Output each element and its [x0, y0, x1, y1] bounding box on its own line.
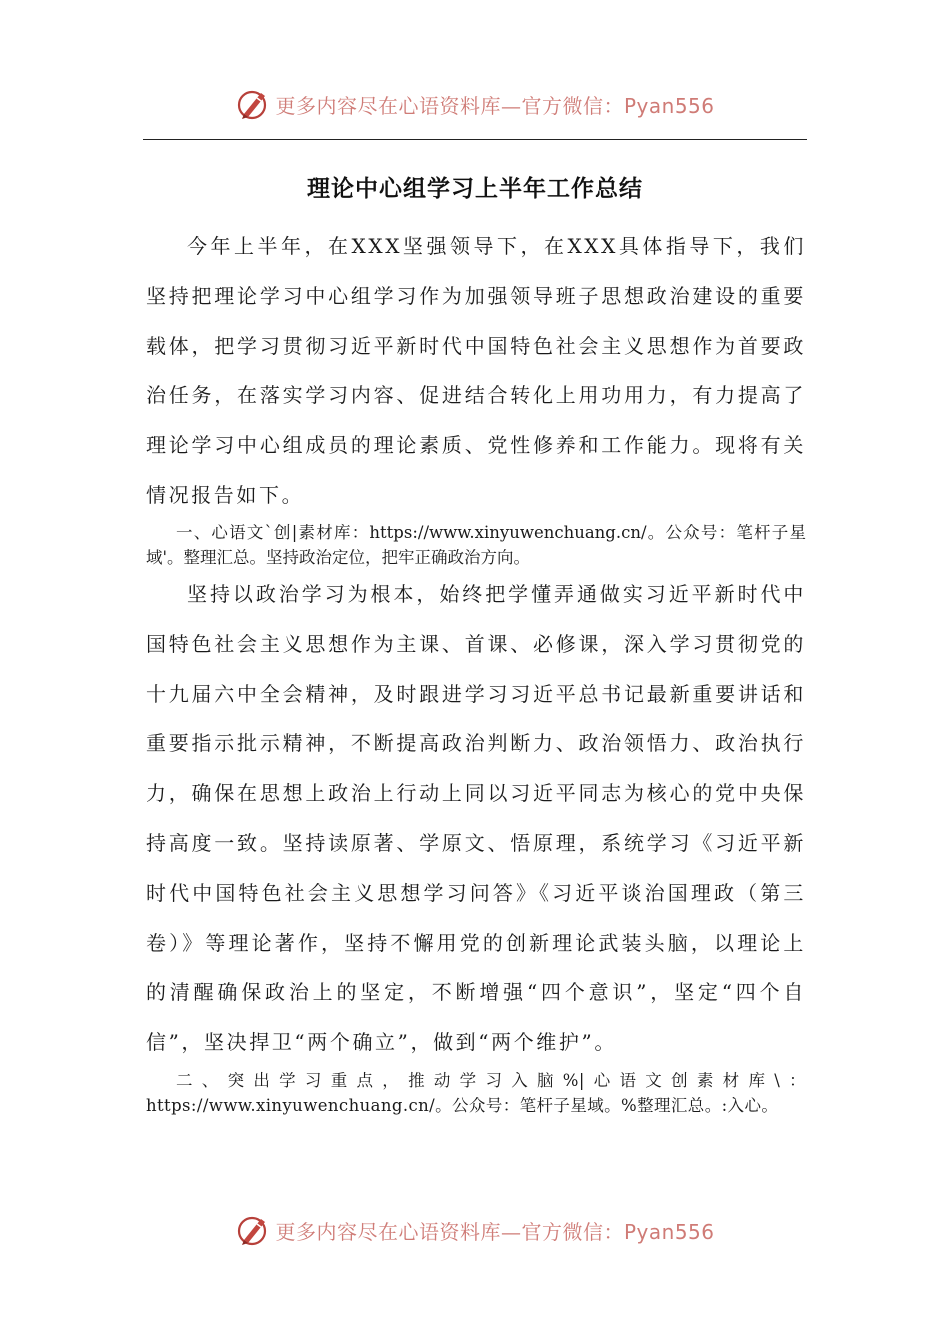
page-title: 理论中心组学习上半年工作总结: [307, 176, 643, 202]
pen-logo-icon: [235, 1212, 271, 1248]
header-rule: [143, 139, 807, 140]
watermark-banner-bottom: [0, 1210, 950, 1250]
section-one-body: 坚持以政治学习为根本，始终把学懂弄通做实习近平新时代中国特色社会主义思想作为主课、首课、必修课，深入学习贯彻党的十九届六中全会精神，及时跟进学习习近平总书记最新重要讲话和重要指示批示精神，不断提高政治判断力、政治领悟力、政治执行力，确保在思想上政治上行动上同以习近平同志为核心的党中央保持高度一致。坚持读原著、学原文、悟原理，系统学习《习近平新时代中国特色社会主义思想学习问答》《习近平谈治国理政（第三卷）》等理论著作，坚持不懈用党的创新理论武装头脑，以理论上的清醒确保政治上的坚定，不断增强“四个意识”，坚定“四个自信”，坚决捍卫“两个确立”，做到“两个维护”。: [146, 582, 806, 1055]
section-two-heading: 二、突出学习重点，推动学习入脑%|心语文创素材库\：https://www.xinyuwenchuang.cn/。公众号：笔杆子星域。%整理汇总。:入心。: [146, 1071, 806, 1115]
watermark-text: 更多内容尽在心语资料库—官方微信：Pyan556: [275, 93, 715, 118]
pen-logo-icon: [235, 86, 271, 122]
section-one-heading: 一、心语文`创|素材库：https://www.xinyuwenchuang.cn/。公众号：笔杆子星域'。整理汇总。坚持政治定位，把牢正确政治方向。: [146, 523, 806, 567]
intro-paragraph: 今年上半年，在XXX坚强领导下，在XXX具体指导下，我们坚持把理论学习中心组学习作为加强领导班子思想政治建设的重要载体，把学习贯彻习近平新时代中国特色社会主义思想作为首要政治任务，在落实学习内容、促进结合转化上用功用力，有力提高了理论学习中心组成员的理论素质、党性修养和工作能力。现将有关情况报告如下。: [146, 234, 806, 507]
watermark-text: 更多内容尽在心语资料库—官方微信：Pyan556: [275, 1219, 715, 1244]
watermark-banner-top: [0, 84, 950, 124]
